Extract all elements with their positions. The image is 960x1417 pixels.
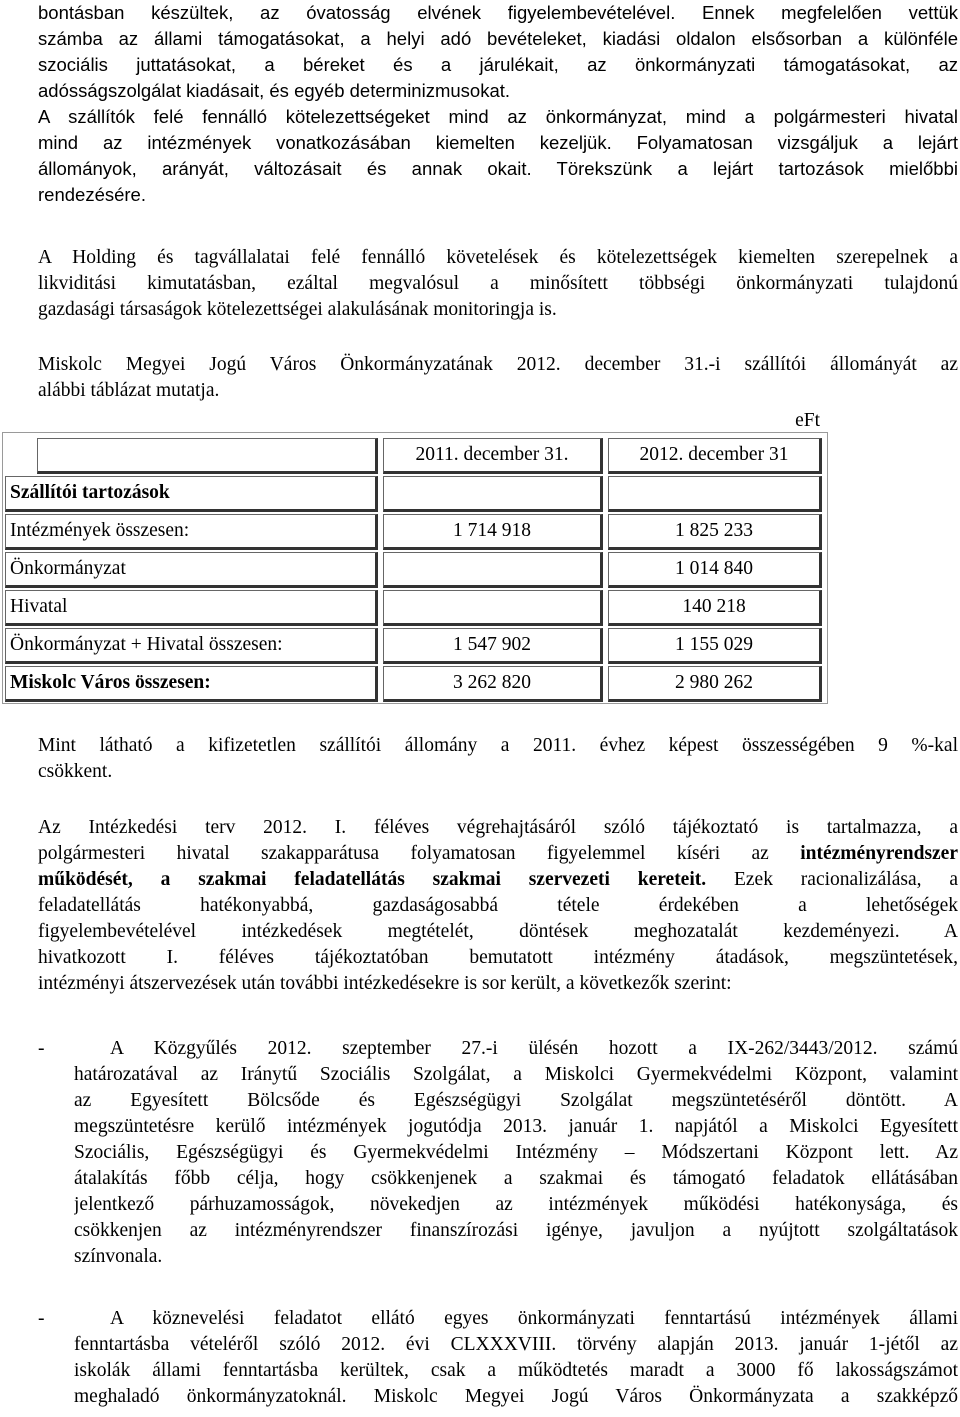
text-line: iskolák állami fenntartásba kerültek, csak a működtetés maradt a 3000 fő lakosságszámot <box>74 1360 958 1381</box>
unit-label: eFt <box>795 410 820 431</box>
table-row-label-total: Miskolc Város összesen: <box>5 666 378 702</box>
table-cell: 1 714 918 <box>383 514 603 550</box>
text-line: Mint látható a kifizetetlen szállítói állomány a 2011. évhez képest összességében 9 %-kal <box>38 735 958 756</box>
text-line: jelentkező párhuzamosságok, növekedjen az intézmények működési hatékonysága, és <box>74 1194 958 1215</box>
table-cell <box>383 476 603 512</box>
text-line: likviditási kimutatásban, ezáltal megvalósul a minősített többségi önkormányzati tulajdonú <box>38 273 958 294</box>
emphasis: működését, a szakmai feladatellátás szakmai szervezeti kereteit. <box>38 869 707 890</box>
emphasis: intézményrendszer <box>800 843 958 864</box>
table-row-label: Hivatal <box>5 590 378 626</box>
table-header-2011: 2011. december 31. <box>383 438 603 474</box>
list-bullet: - <box>38 1038 45 1059</box>
table-cell <box>383 552 603 588</box>
text-line: átalakítás főbb célja, hogy csökkenjenek a szakmai és támogató feladatok ellátásában <box>74 1168 958 1189</box>
text-line: szociális juttatásokat, a béreket és a járulékait, az önkormányzati támogatásokat, az <box>38 54 958 75</box>
text-line: rendezésére. <box>38 184 146 205</box>
text-line: az Egyesített Bölcsőde és Egészségügyi Szolgálat megszüntetéséről döntött. A <box>74 1090 958 1111</box>
text-line: intézményi átszervezések után további intézkedésekre is sor került, a következők szerint: <box>38 973 732 994</box>
text-line: alábbi táblázat mutatja. <box>38 380 220 401</box>
text-line: mind az intézmények vonatkozásában kiemelten kezeljük. Folyamatosan vizsgáljuk a lejárt <box>38 132 958 153</box>
table-cell: 1 014 840 <box>608 552 822 588</box>
table-cell: 1 547 902 <box>383 628 603 664</box>
text-line: határozatával az Iránytű Szociális Szolgálat, a Miskolci Gyermekvédelmi Központ, valamint <box>74 1064 958 1085</box>
table-cell: 2 980 262 <box>608 666 822 702</box>
table-header-2012: 2012. december 31 <box>608 438 822 474</box>
paragraph-holding <box>38 245 958 323</box>
text-line: Miskolc Megyei Jogú Város Önkormányzatának 2012. december 31.-i szállítói állományát az <box>38 354 958 375</box>
text-line: polgármesteri hivatal szakapparátusa folyamatosan figyelemmel kíséri az intézményrendszer <box>38 843 958 864</box>
text-line: gazdasági társaságok kötelezettségei alakulásának monitoringja is. <box>38 299 557 320</box>
text-line: figyelembevételével intézkedések megtételét, döntések meghozatalát kezdeményezi. A <box>38 921 958 942</box>
text-line: számba az állami támogatásokat, a helyi adó bevételeket, kiadási oldalon elsősorban a különféle <box>38 28 958 49</box>
text-line: meghaladó önkormányzatoknál. Miskolc Megyei Jogú Város Önkormányzata a szakképző <box>74 1386 958 1407</box>
table-cell: 3 262 820 <box>383 666 603 702</box>
text-line: hivatkozott I. féléves tájékoztatóban bemutatott intézmény átadások, megszüntetések, <box>38 947 958 968</box>
text-line: csökkenjen az intézményrendszer finanszírozási igénye, javuljon a nyújtott szolgáltatások <box>74 1220 958 1241</box>
text-line: működését, a szakmai feladatellátás szakmai szervezeti kereteit. Ezek racionalizálása, a <box>38 869 958 890</box>
text-line: csökkent. <box>38 761 113 782</box>
text-line: feladatellátás hatékonyabbá, gazdaságosabbá tétele érdekében a lehetőségek <box>38 895 958 916</box>
paragraph-budget <box>38 0 958 208</box>
table-title: Szállítói tartozások <box>5 476 378 512</box>
table-row-label: Intézmények összesen: <box>5 514 378 550</box>
text-line: adósságszolgálat kiadásait, és egyéb determinizmusokat. <box>38 80 511 101</box>
paragraph-table-intro <box>38 352 958 404</box>
text-line: állományok, arányát, változásait és annak okait. Törekszünk a lejárt tartozások mielőbbi <box>38 158 958 179</box>
text-line: Az Intézkedési terv 2012. I. féléves végrehajtásáról szóló tájékoztató is tartalmazza, a <box>38 817 958 838</box>
text-line: A szállítók felé fennálló kötelezettségeket mind az önkormányzat, mind a polgármesteri hivatal <box>38 106 958 127</box>
list-item <box>74 1036 958 1270</box>
table-row-label: Önkormányzat <box>5 552 378 588</box>
table-cell: 140 218 <box>608 590 822 626</box>
text-line: A Közgyűlés 2012. szeptember 27.-i ülésén hozott a IX-262/3443/2012. számú <box>110 1038 958 1059</box>
text-line: A Holding és tagvállalatai felé fennálló követelések és kötelezettségek kiemelten szerepelnek a <box>38 247 958 268</box>
table-cell <box>383 590 603 626</box>
paragraph-summary <box>38 733 958 785</box>
text-line: színvonala. <box>74 1246 163 1267</box>
text-line: A köznevelési feladatot ellátó egyes önkormányzati fenntartású intézmények állami <box>110 1308 958 1329</box>
table-cell: 1 155 029 <box>608 628 822 664</box>
text-line: bontásban készültek, az óvatosság elvének figyelembevételével. Ennek megfelelően vettük <box>38 2 958 23</box>
table-cell: 1 825 233 <box>608 514 822 550</box>
table-header-empty <box>37 438 378 474</box>
text-line: Szociális, Egészségügyi és Gyermekvédelmi Intézmény – Módszertani Központ lett. Az <box>74 1142 958 1163</box>
text-line: megszüntetésre kerülő intézmények jogutódja 2013. január 1. napjától a Miskolci Egyesített <box>74 1116 958 1137</box>
list-item <box>74 1306 958 1410</box>
list-bullet: - <box>38 1308 45 1329</box>
table-row-label: Önkormányzat + Hivatal összesen: <box>5 628 378 664</box>
text-line: fenntartásba vételéről szóló 2012. évi CLXXXVIII. törvény alapján 2013. január 1-jétől az <box>74 1334 958 1355</box>
paragraph-action-plan <box>38 815 958 997</box>
table-cell <box>608 476 822 512</box>
